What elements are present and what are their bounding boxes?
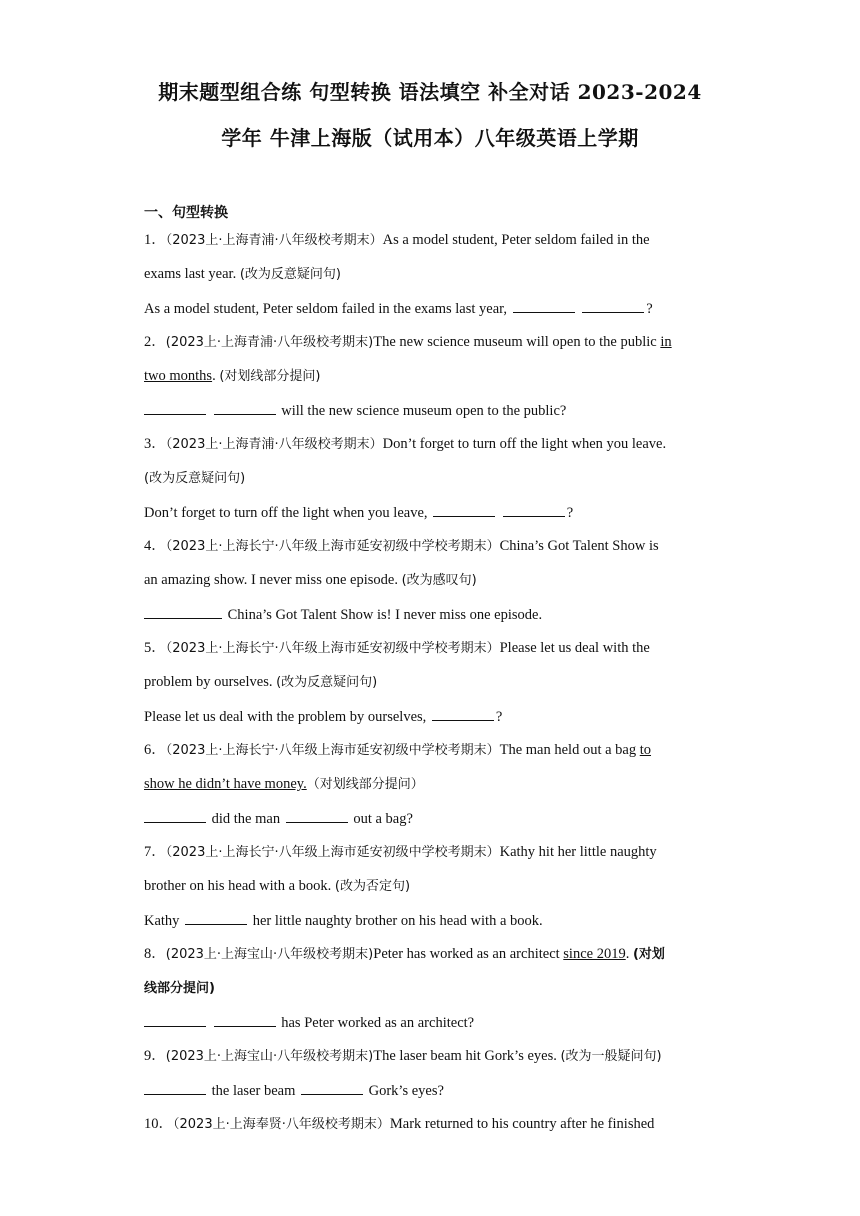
question-source: (2023上·上海宝山·八年级校考期末)	[165, 947, 374, 962]
question-number: 3．	[144, 436, 166, 452]
answer-text: China’s Got Talent Show is! I never miss one episode.	[227, 607, 543, 623]
question-text: exams last year.	[144, 266, 237, 282]
question-2	[144, 332, 724, 353]
question-5-answer	[144, 706, 724, 727]
question-3-answer	[144, 502, 724, 523]
answer-text: out a bag?	[353, 811, 413, 827]
question-source: (2023上·上海宝山·八年级校考期末)	[165, 1049, 374, 1064]
question-source: （2023上·上海长宁·八年级上海市延安初级中学校考期末）	[165, 641, 500, 656]
question-2-cont	[144, 366, 724, 387]
underlined-text: since 2019	[563, 946, 626, 962]
answer-text: has Peter worked as an architect?	[281, 1015, 475, 1031]
answer-text: her little naughty brother on his head with a book.	[252, 913, 543, 929]
answer-blank[interactable]	[286, 808, 348, 823]
question-number: 10．	[144, 1116, 173, 1132]
question-text: problem by ourselves.	[144, 674, 273, 690]
answer-blank[interactable]	[144, 1080, 206, 1095]
question-text: .	[212, 368, 216, 384]
question-instruction: （对划线部分提问）	[306, 777, 424, 792]
question-text: China’s Got Talent Show is	[499, 538, 659, 554]
page-title-line-1: 期末题型组合练 句型转换 语法填空 补全对话 2023-2024	[158, 80, 702, 104]
question-source: （2023上·上海长宁·八年级上海市延安初级中学校考期末）	[165, 743, 500, 758]
question-10	[144, 1114, 724, 1135]
answer-blank[interactable]	[214, 1012, 276, 1027]
underlined-text: show he didn’t have money.	[144, 776, 307, 792]
question-source: （2023上·上海青浦·八年级校考期末）	[165, 233, 383, 248]
answer-blank[interactable]	[513, 298, 575, 313]
answer-text: Kathy	[144, 913, 180, 929]
question-instruction: (改为感叹句)	[401, 573, 477, 588]
answer-text: the laser beam	[211, 1083, 296, 1099]
answer-blank[interactable]	[144, 808, 206, 823]
answer-text: ?	[646, 301, 653, 317]
question-instruction: (对划	[632, 947, 665, 962]
answer-blank[interactable]	[214, 400, 276, 415]
answer-blank[interactable]	[301, 1080, 363, 1095]
question-instruction: (对划线部分提问)	[219, 369, 321, 384]
answer-text: Gork’s eyes?	[368, 1083, 444, 1099]
question-text: Kathy hit her little naughty	[499, 844, 657, 860]
question-text: The new science museum will open to the public	[373, 334, 657, 350]
answer-text: As a model student, Peter seldom failed in the exams last year,	[144, 301, 508, 317]
answer-text: ?	[495, 709, 503, 725]
question-4-cont	[144, 570, 724, 591]
question-source: （2023上·上海长宁·八年级上海市延安初级中学校考期末）	[165, 539, 500, 554]
question-7	[144, 842, 724, 863]
question-source: （2023上·上海长宁·八年级上海市延安初级中学校考期末）	[165, 845, 500, 860]
question-3	[144, 434, 724, 455]
question-8	[144, 944, 724, 965]
question-number: 6．	[144, 742, 166, 758]
question-1	[144, 230, 724, 251]
question-text: Peter has worked as an architect	[373, 946, 560, 962]
question-text: Mark returned to his country after he finished	[389, 1116, 655, 1132]
question-source: （2023上·上海青浦·八年级校考期末）	[165, 437, 383, 452]
answer-blank[interactable]	[582, 298, 644, 313]
question-text: Don’t forget to turn off the light when you leave.	[382, 436, 667, 452]
answer-blank[interactable]	[503, 502, 565, 517]
question-source: （2023上·上海奉贤·八年级校考期末）	[173, 1117, 390, 1132]
question-1-cont	[144, 264, 724, 285]
question-instruction: (改为反意疑问句)	[144, 471, 246, 486]
question-text: an amazing show. I never miss one episode.	[144, 572, 398, 588]
underlined-text: to	[639, 742, 652, 758]
question-text: Please let us deal with the	[499, 640, 650, 656]
answer-text: ?	[566, 505, 574, 521]
question-6-answer	[144, 808, 724, 829]
question-instruction: (改为反意疑问句)	[276, 675, 378, 690]
question-number: 4．	[144, 538, 166, 554]
question-number: 5．	[144, 640, 166, 656]
answer-text: Don’t forget to turn off the light when you leave,	[144, 505, 428, 521]
question-8-answer	[144, 1012, 724, 1033]
answer-blank[interactable]	[144, 1012, 206, 1027]
underlined-text: in	[660, 334, 672, 350]
question-text: The laser beam hit Gork’s eyes.	[373, 1048, 557, 1064]
question-source: (2023上·上海青浦·八年级校考期末)	[165, 335, 374, 350]
answer-blank[interactable]	[185, 910, 247, 925]
question-text: The man held out a bag	[499, 742, 637, 758]
question-instruction: (改为否定句)	[334, 879, 411, 894]
section-heading: 一、句型转换	[144, 205, 228, 221]
page-title-line-2: 学年 牛津上海版（试用本）八年级英语上学期	[221, 126, 639, 150]
answer-blank[interactable]	[144, 400, 206, 415]
question-5	[144, 638, 724, 659]
answer-text: will the new science museum open to the public?	[281, 403, 567, 419]
question-7-cont	[144, 876, 724, 897]
question-1-answer	[144, 298, 724, 319]
answer-blank[interactable]	[433, 502, 495, 517]
answer-text: did the man	[211, 811, 281, 827]
answer-text: Please let us deal with the problem by ourselves,	[144, 709, 427, 725]
question-number: 9．	[144, 1048, 166, 1064]
question-6-cont	[144, 774, 724, 795]
question-3-cont	[144, 468, 724, 489]
question-2-answer	[144, 400, 724, 421]
answer-blank[interactable]	[432, 706, 494, 721]
question-7-answer	[144, 910, 724, 931]
question-4-answer	[144, 604, 724, 625]
question-instruction: 线部分提问)	[144, 981, 215, 996]
question-5-cont	[144, 672, 724, 693]
question-number: 8．	[144, 946, 166, 962]
question-text: As a model student, Peter seldom failed in the	[382, 232, 650, 248]
question-6	[144, 740, 724, 761]
underlined-text: two months	[144, 368, 213, 384]
question-9	[144, 1046, 724, 1067]
question-number: 1．	[144, 232, 166, 248]
question-number: 7．	[144, 844, 166, 860]
question-number: 2．	[144, 334, 166, 350]
question-text: .	[625, 946, 630, 962]
question-9-answer	[144, 1080, 724, 1101]
question-text: brother on his head with a book.	[144, 878, 332, 894]
question-4	[144, 536, 724, 557]
answer-blank[interactable]	[144, 604, 222, 619]
question-instruction: (改为反意疑问句)	[239, 267, 341, 282]
question-8-cont	[144, 978, 724, 999]
question-instruction: (改为一般疑问句)	[560, 1049, 662, 1064]
